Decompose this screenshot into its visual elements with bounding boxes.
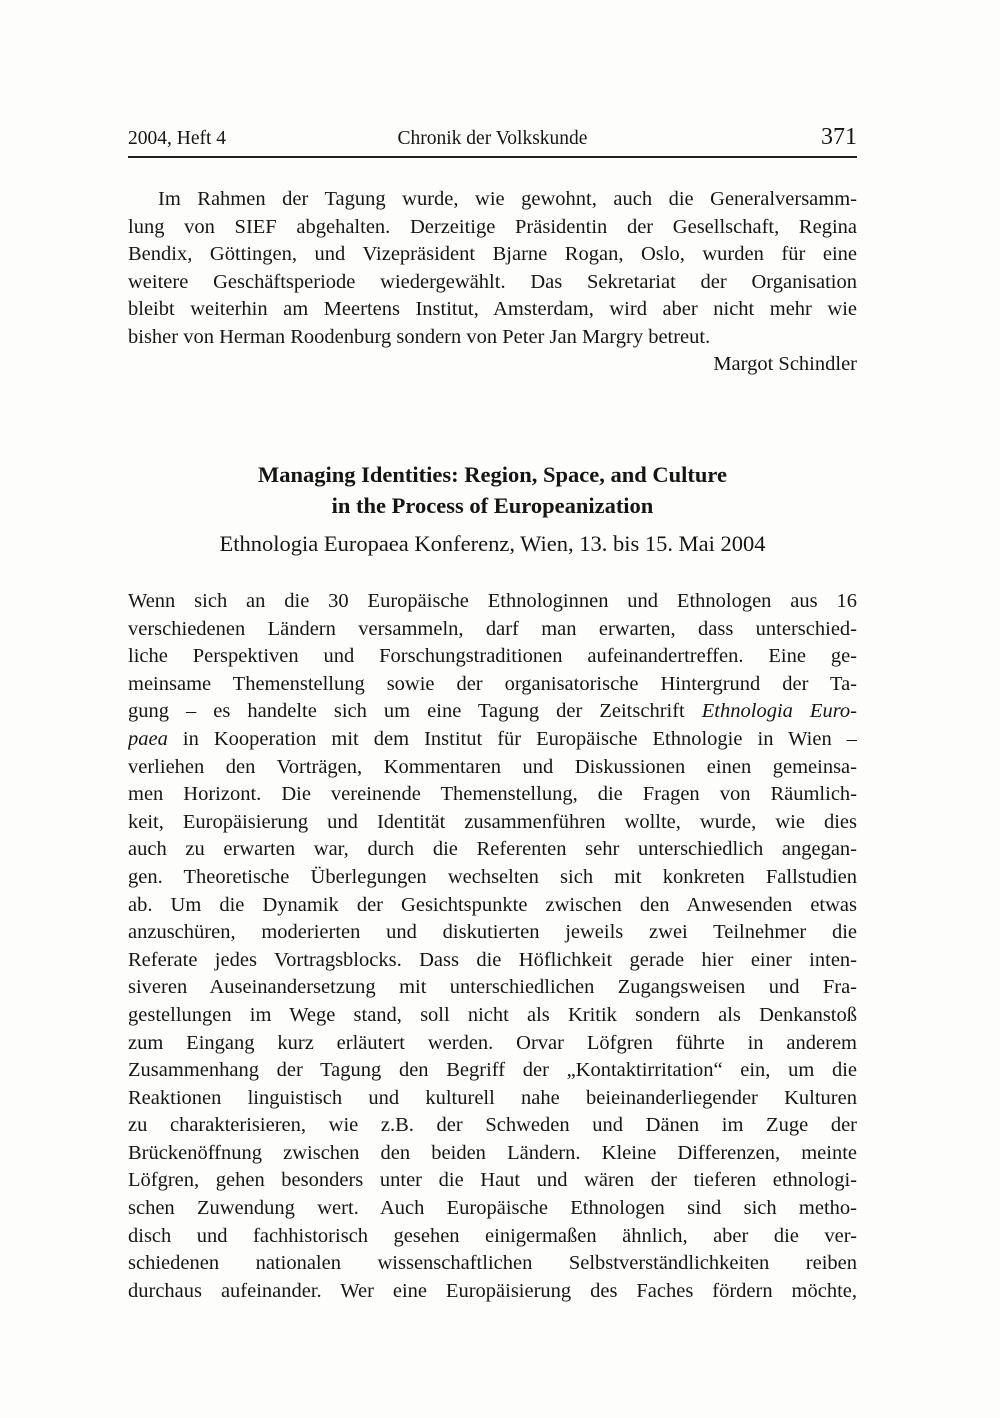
text-line: bisher von Herman Roodenburg sondern von Peter Jan Margry betreut. — [128, 325, 711, 348]
text-line: Löfgren, gehen besonders unter die Haut und wären der tieferen ethnologi- — [128, 1169, 857, 1192]
text-line: ab. Um die Dynamik der Gesichtspunkte zwischen den Anwesenden etwas — [128, 893, 857, 916]
text-line: Referate jedes Vortragsblocks. Dass die Höflichkeit gerade hier einer inten- — [128, 948, 857, 971]
text-line: zu charakterisieren, wie z.B. der Schweden und Dänen im Zuge der — [128, 1114, 857, 1137]
text-line: verschiedenen Ländern versammeln, darf man erwarten, dass unterschied- — [128, 617, 857, 640]
text-line: Bendix, Göttingen, und Vizepräsident Bjarne Rogan, Oslo, wurden für eine — [128, 243, 857, 266]
article-subtitle: Ethnologia Europaea Konferenz, Wien, 13. bis 15. Mai 2004 — [219, 531, 766, 556]
page-header — [128, 124, 857, 151]
text-line: siveren Auseinandersetzung mit unterschiedlichen Zugangsweisen und Fra- — [128, 976, 857, 999]
text-line: schen Zuwendung wert. Auch Europäische Ethnologen sind sich metho- — [128, 1197, 857, 1220]
header-journal-title: Chronik der Volkskunde — [397, 128, 588, 149]
text-line: men Horizont. Die vereinende Themenstellung, die Fragen von Räumlich- — [128, 783, 857, 806]
text-line: Wenn sich an die 30 Europäische Ethnologinnen und Ethnologen aus 16 — [128, 590, 857, 612]
article-title — [128, 460, 857, 521]
text-line: paea in Kooperation mit dem Institut für Europäische Ethnologie in Wien – — [128, 727, 857, 750]
text-line: meinsame Themenstellung sowie der organisatorische Hintergrund der Ta- — [128, 672, 857, 695]
header-rule — [128, 156, 857, 158]
text-line: Zusammenhang der Tagung den Begriff der „Kontaktirritation“ ein, um die — [128, 1059, 857, 1082]
text-line: schiedenen nationalen wissenschaftlichen Selbstverständlichkeiten reiben — [128, 1252, 857, 1275]
article-title-line1: Managing Identities: Region, Space, and Culture — [258, 462, 727, 487]
header-page-number: 371 — [820, 124, 857, 150]
text-line: zum Eingang kurz erläutert werden. Orvar Löfgren führte in anderem — [128, 1031, 857, 1054]
text-line: gen. Theoretische Überlegungen wechselten sich mit konkreten Fallstudien — [128, 865, 857, 888]
text-line: durchaus aufeinander. Wer eine Europäisierung des Faches fördern möchte, — [128, 1279, 857, 1302]
text-line: anzuschüren, moderierten und diskutierten jeweils zwei Teilnehmer die — [128, 921, 857, 944]
header-issue-label: 2004, Heft 4 — [128, 128, 227, 149]
text-line: lung von SIEF abgehalten. Derzeitige Präsidentin der Gesellschaft, Regina — [128, 215, 857, 238]
report-signature: Margot Schindler — [713, 353, 857, 375]
text-line: weitere Geschäftsperiode wiedergewählt. Das Sekretariat der Organisation — [128, 270, 857, 293]
sief-report-paragraph — [128, 186, 857, 352]
article-title-line2: in the Process of Europeanization — [331, 492, 654, 518]
text-line: Brückenöffnung zwischen den beiden Ländern. Kleine Differenzen, meinte — [128, 1141, 857, 1164]
text-line: gung – es handelte sich um eine Tagung der Zeitschrift Ethnologia Euro- — [128, 700, 857, 723]
text-line: liche Perspektiven und Forschungstraditionen aufeinandertreffen. Eine ge- — [128, 645, 857, 668]
text-line: auch zu erwarten war, durch die Referenten sehr unterschiedlich angegan- — [128, 838, 857, 861]
text-line: disch und fachhistorisch gesehen einigermaßen ähnlich, aber die ver- — [128, 1224, 857, 1247]
text-line: Im Rahmen der Tagung wurde, wie gewohnt, auch die Generalversamm- — [158, 188, 857, 210]
text-line: verliehen den Vorträgen, Kommentaren und Diskussionen einen gemeinsa- — [128, 755, 857, 778]
text-line: gestellungen im Wege stand, soll nicht als Kritik sondern als Denkanstoß — [128, 1003, 857, 1026]
text-line: bleibt weiterhin am Meertens Institut, Amsterdam, wird aber nicht mehr wie — [128, 298, 857, 321]
text-line: Reaktionen linguistisch und kulturell nahe beieinanderliegender Kulturen — [128, 1086, 857, 1109]
article-body-paragraph — [128, 588, 857, 1305]
text-line: keit, Europäisierung und Identität zusammenführen wollte, wurde, wie dies — [128, 810, 857, 833]
